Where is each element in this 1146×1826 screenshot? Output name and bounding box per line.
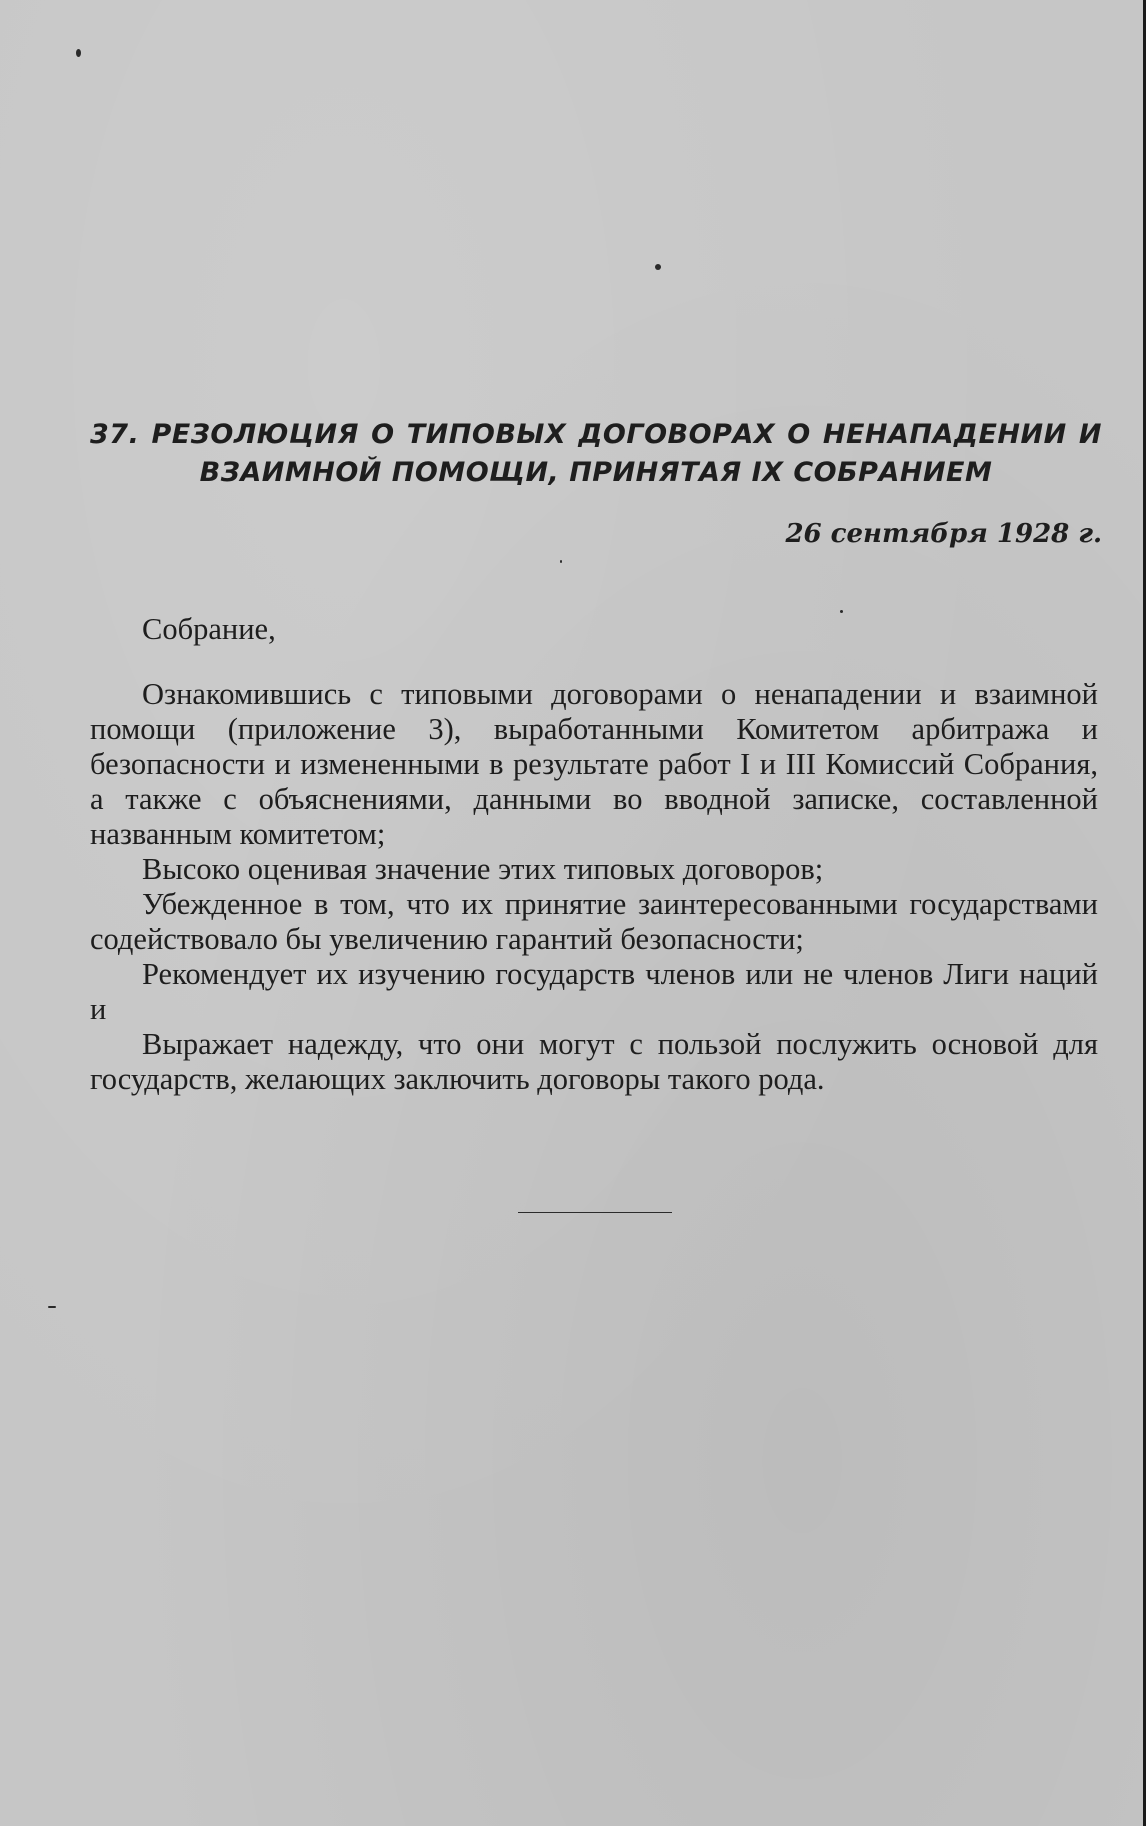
resolution-title [90,416,1102,492]
paragraph: Высоко оценивая значение этих типовых договоров; [142,852,824,886]
scan-speck [560,560,562,563]
resolution-body [90,612,1098,1097]
scan-speck [48,1306,56,1308]
resolution-date: 26 сентября 1928 г. [785,519,1102,549]
paragraph: Выражает надежду, что они могут с пользой послужить основой для государств, желающих заключить договоры такого рода. [90,1027,1098,1096]
paragraph: Убежденное в том, что их принятие заинтересованными государствами содействовало бы увеличению гарантий безопасности; [90,887,1098,956]
scan-speck [655,264,661,270]
paragraph: Ознакомившись с типовыми договорами о ненападении и взаимной помощи (приложение 3), выработанными Комитетом арбитража и безопасности и измененными в результате работ I и III Комиссий Собрания, а также с объяснениями, данными во вводной записке, составленной названным комитетом; [90,677,1098,851]
title-line-1: 37. РЕЗОЛЮЦИЯ О ТИПОВЫХ ДОГОВОРАХ О НЕНАПАДЕНИИ И [90,419,1102,450]
paragraph: Рекомендует их изучению государств членов или не членов Лиги наций и [90,957,1098,1026]
title-line-2: ВЗАИМНОЙ ПОМОЩИ, ПРИНЯТАЯ IX СОБРАНИЕМ [199,457,993,488]
scan-speck [76,49,81,57]
greeting: Собрание, [142,612,276,646]
end-rule [518,1212,672,1213]
